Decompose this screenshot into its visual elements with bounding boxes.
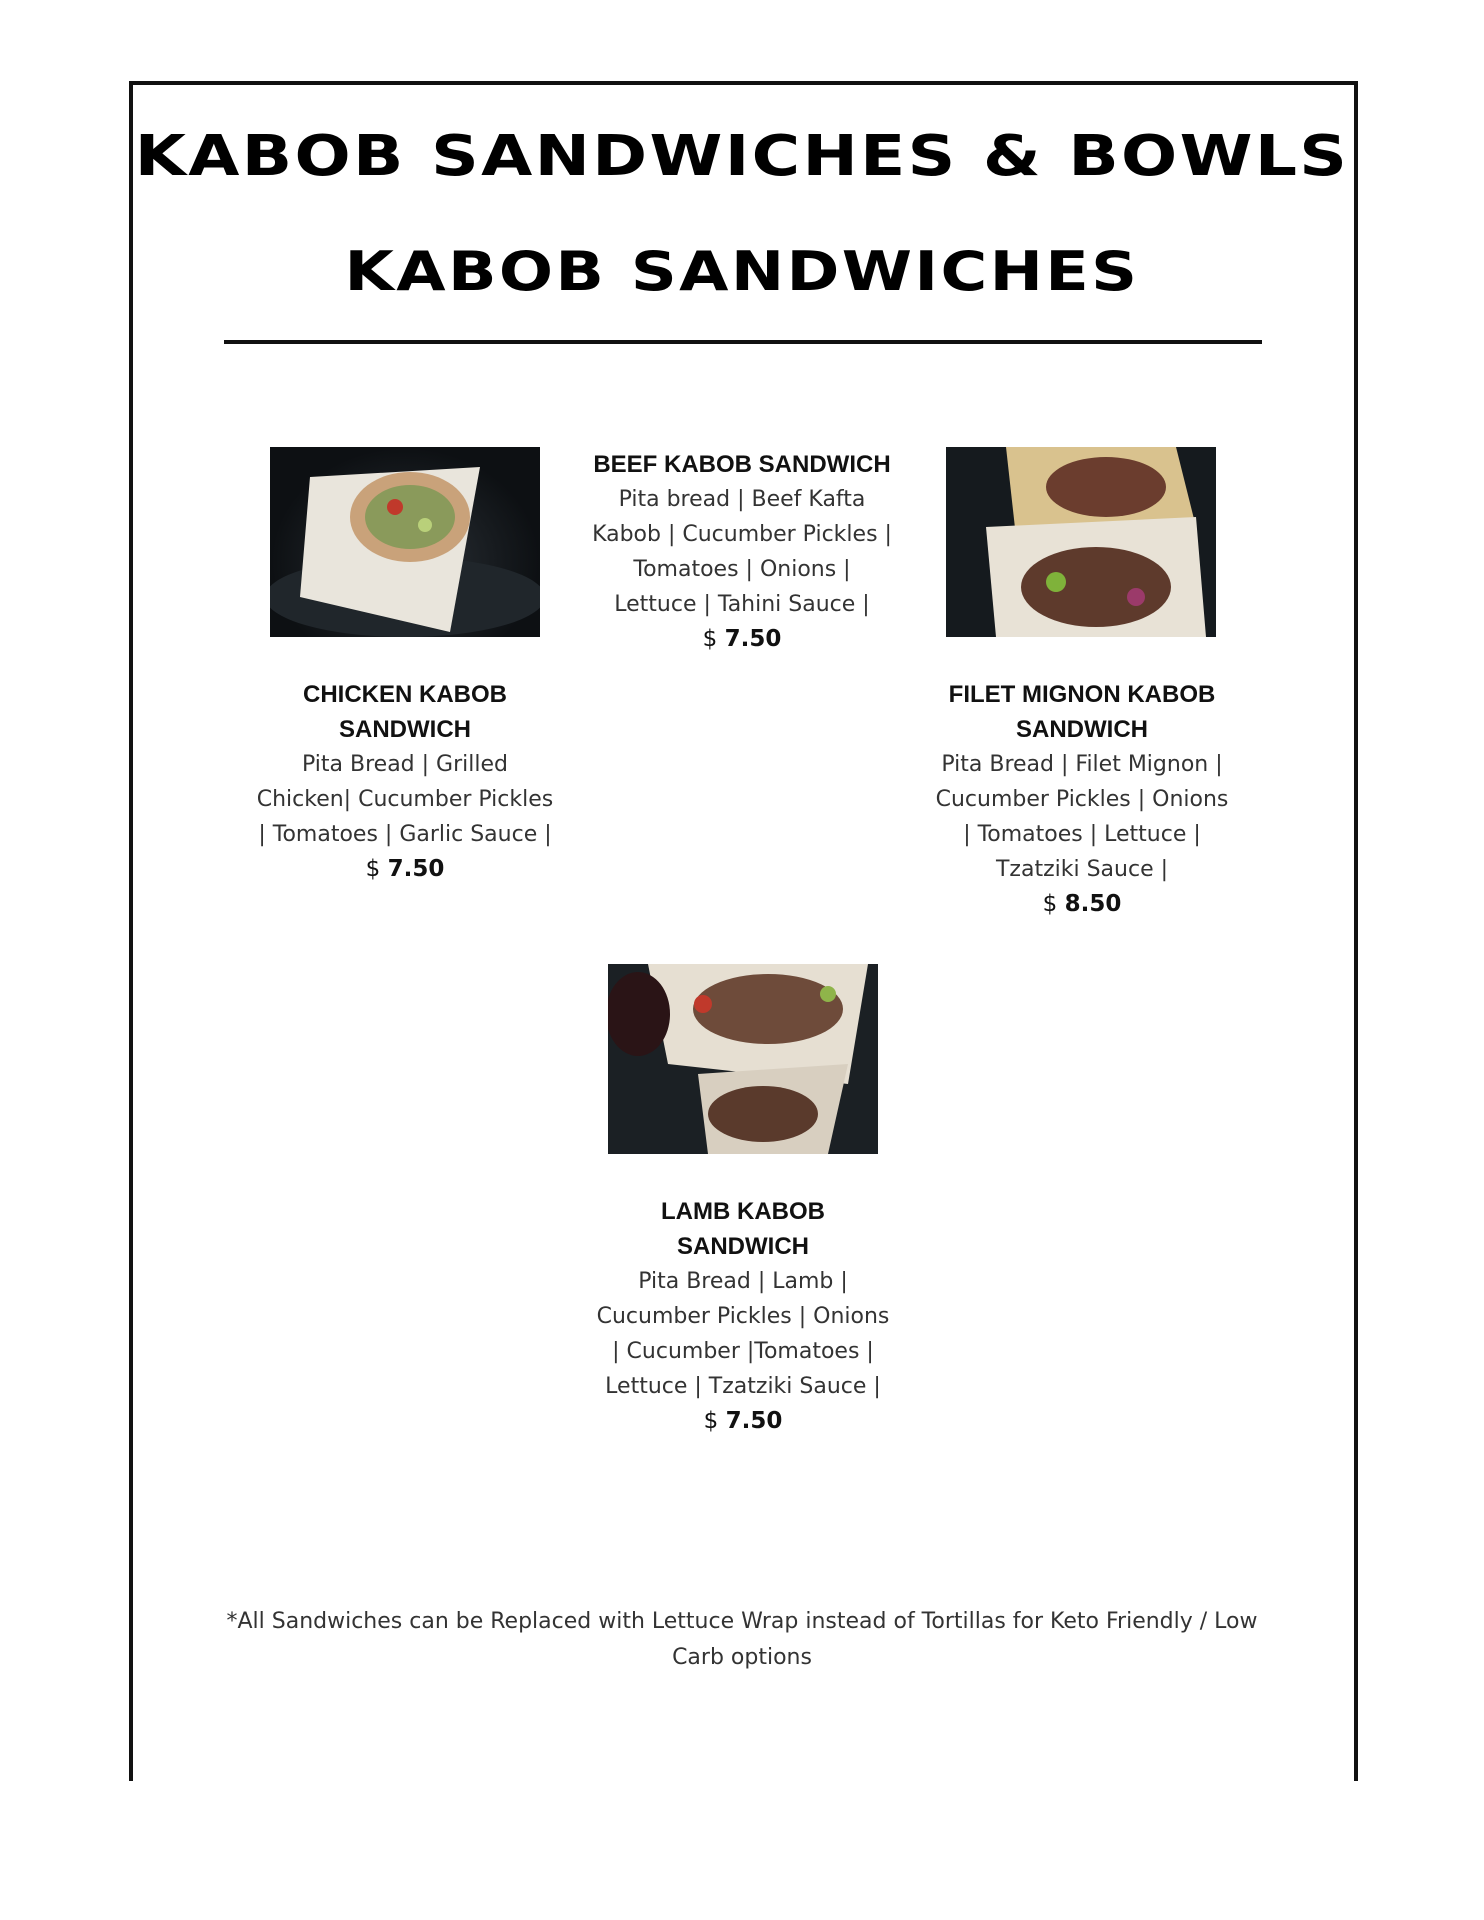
menu-item-filet-mignon [932,677,1232,922]
item-name: CHICKEN KABOB SANDWICH [303,681,507,743]
item-name: LAMB KABOB SANDWICH [661,1198,825,1260]
page-frame [129,81,1358,1781]
item-description: Pita Bread | Lamb | Cucumber Pickles | Onions | Cucumber |Tomatoes | Lettuce | Tzatziki Sauce | [596,1269,890,1399]
item-name: FILET MIGNON KABOB SANDWICH [948,681,1216,743]
item-description: Pita bread | Beef Kafta Kabob | Cucumber Pickles | Tomatoes | Onions | Lettuce | Tahini Sauce | [592,487,892,617]
chicken-sandwich-photo [270,447,540,637]
item-description: Pita Bread | Filet Mignon | Cucumber Pickles | Onions | Tomatoes | Lettuce | Tzatziki Sauce | [935,752,1229,882]
menu-item-beef [592,447,892,657]
section-title: KABOB SANDWICHES [344,240,1140,303]
item-price: $ 8.50 [1042,891,1122,917]
item-price: $ 7.50 [703,1408,783,1434]
keto-footnote: *All Sandwiches can be Replaced with Lettuce Wrap instead of Tortillas for Keto Friendly / Low Carb options [226,1609,1258,1670]
menu-item-lamb [593,1194,893,1439]
page-title: KABOB SANDWICHES & BOWLS [134,124,1350,189]
menu-item-chicken [255,677,555,887]
item-description: Pita Bread | Grilled Chicken| Cucumber Pickles | Tomatoes | Garlic Sauce | [256,752,554,847]
filet-mignon-sandwich-photo [946,447,1216,637]
title-divider [224,340,1262,344]
lamb-sandwich-photo [608,964,878,1154]
item-name: BEEF KABOB SANDWICH [593,451,891,478]
item-price: $ 7.50 [702,626,782,652]
item-price: $ 7.50 [365,856,445,882]
